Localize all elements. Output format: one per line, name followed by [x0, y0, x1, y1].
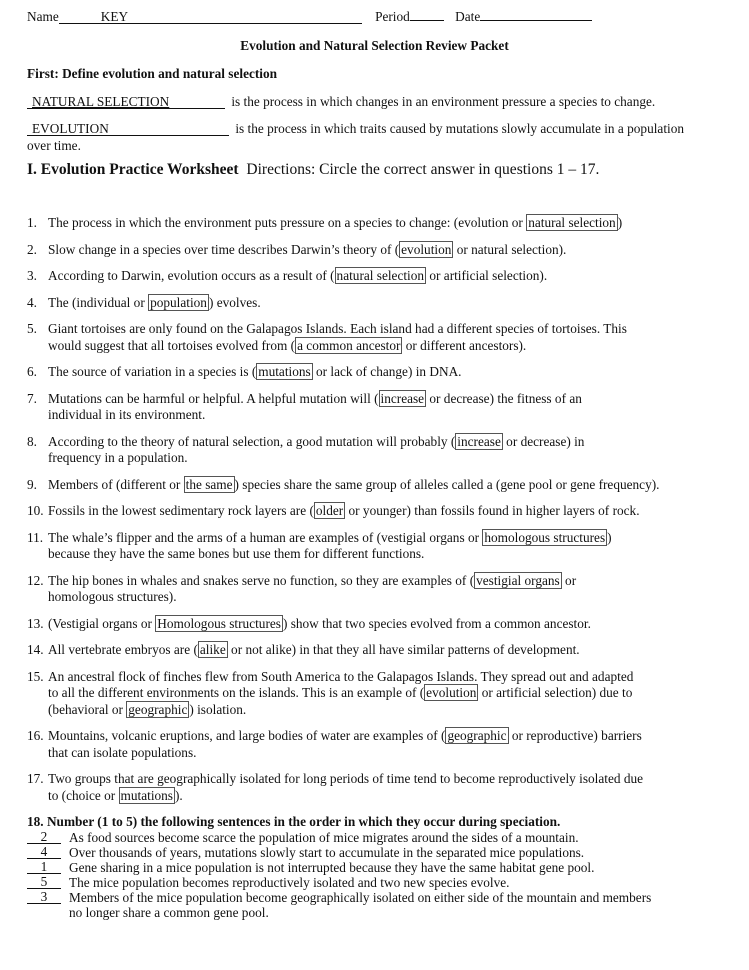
- ordering-list: [27, 830, 739, 920]
- question-number: 16.: [27, 728, 44, 743]
- question-text: or natural selection).: [453, 241, 567, 257]
- circled-answer: geographic: [128, 701, 188, 717]
- question-text: ) isolation.: [189, 701, 247, 717]
- question-2: [27, 242, 739, 259]
- question-text: ) show that two species evolved from a common ancestor.: [282, 615, 591, 631]
- question-text: The (individual or: [48, 294, 149, 310]
- name-label: Name: [27, 9, 59, 24]
- question-text: or decrease) the fitness of an individual in its environment.: [48, 390, 582, 422]
- question-text: or reproductive) barriers that can isolate populations.: [48, 728, 642, 760]
- question-text: According to Darwin, evolution occurs as a result of (: [48, 268, 335, 283]
- definition-1-term: NATURAL SELECTION: [27, 95, 225, 109]
- circled-answer: mutations: [120, 787, 173, 803]
- question-text: An ancestral flock of finches flew from South America to the Galapagos Islands. They spread out and adapted to all the different environments on the islands. This is an example of (: [48, 668, 634, 700]
- question-number: 13.: [27, 615, 44, 631]
- circled-answer: geographic: [447, 728, 507, 743]
- circled-answer: a common ancestor: [297, 337, 401, 353]
- circled-answer: alike: [199, 642, 226, 657]
- question-text: or not alike) in that they all have similar patterns of development.: [227, 642, 580, 657]
- question-12: [27, 573, 739, 606]
- ordering-item-text: Over thousands of years, mutations slowly start to accumulate in the separated mice populations.: [69, 845, 585, 860]
- question-text: or artificial selection) due to (behavioral or: [48, 685, 633, 717]
- question-8: [27, 434, 739, 467]
- question-text: Members of (different or: [48, 476, 184, 492]
- definition-2-continued: over time.: [27, 138, 81, 153]
- ordering-item-text: The mice population becomes reproductively isolated and two new species evolve.: [69, 875, 510, 890]
- circled-answer: homologous structures: [484, 529, 606, 545]
- order-answer: 2: [27, 830, 61, 844]
- question-number: 15.: [27, 668, 44, 684]
- circled-answer: older: [315, 503, 344, 518]
- question-18: [27, 814, 739, 920]
- question-text: Giant tortoises are only found on the Galapagos Islands. Each island had a different species of tortoises. This would suggest that all tortoises evolved from (: [48, 321, 627, 353]
- question-text: Mutations can be harmful or helpful. A helpful mutation will (: [48, 390, 379, 406]
- question-14: [27, 642, 739, 659]
- question-text: Slow change in a species over time describes Darwin’s theory of (: [48, 241, 400, 257]
- order-answer: 1: [27, 860, 61, 874]
- definition-2-term: EVOLUTION: [27, 122, 229, 136]
- question-5: [27, 321, 739, 354]
- circled-answer: evolution: [426, 685, 477, 700]
- question-number: 8.: [27, 433, 37, 449]
- ordering-item: [27, 860, 739, 875]
- ordering-item: [27, 875, 739, 890]
- question-11: [27, 530, 739, 563]
- question-text: The source of variation in a species is (: [48, 364, 257, 379]
- question-7: [27, 391, 739, 424]
- question-number: 5.: [27, 321, 37, 336]
- question-number: 14.: [27, 642, 44, 657]
- circled-answer: Homologous structures: [157, 615, 281, 631]
- question-text: Fossils in the lowest sedimentary rock layers are (: [48, 503, 314, 518]
- question-text: ): [617, 215, 623, 230]
- question-text: The whale’s flipper and the arms of a human are examples of (vestigial organs or: [48, 529, 483, 545]
- ordering-item-text: Members of the mice population become geographically isolated on either side of the mountain and members no longer share a common gene pool.: [69, 890, 652, 920]
- question-number: 17.: [27, 771, 44, 786]
- question-text: ) evolves.: [208, 294, 261, 310]
- question-text: Mountains, volcanic eruptions, and large bodies of water are examples of (: [48, 728, 446, 743]
- question-13: [27, 616, 739, 633]
- first-heading: First: Define evolution and natural selection: [27, 66, 278, 81]
- question-text: or different ancestors).: [402, 337, 527, 353]
- order-answer: 3: [27, 890, 61, 904]
- question-text: or younger) than fossils found in higher layers of rock.: [345, 503, 640, 518]
- question-number: 3.: [27, 268, 37, 283]
- question-number: 12.: [27, 572, 44, 588]
- question-text: (Vestigial organs or: [48, 615, 156, 631]
- circled-answer: evolution: [401, 241, 452, 257]
- question-text: or homologous structures).: [48, 572, 577, 604]
- date-label: Date: [455, 9, 481, 24]
- question-number: 10.: [27, 503, 44, 518]
- question-number: 11.: [27, 529, 44, 545]
- question-text: or decrease) in frequency in a population.: [48, 433, 585, 465]
- question-number: 1.: [27, 215, 37, 230]
- circled-answer: natural selection: [336, 268, 425, 283]
- definition-2-text: is the process in which traits caused by mutations slowly accumulate in a population: [235, 121, 685, 136]
- ordering-item-text: As food sources become scarce the population of mice migrates around the sides of a mountain.: [69, 830, 579, 845]
- ordering-item-text: Gene sharing in a mice population is not interrupted because they have the same habitat gene pool.: [69, 860, 595, 875]
- question-text: All vertebrate embryos are (: [48, 642, 198, 657]
- question-text: or lack of change) in DNA.: [312, 364, 462, 379]
- ordering-item: [27, 830, 739, 845]
- question-number: 6.: [27, 364, 37, 379]
- question-17: [27, 771, 739, 804]
- period-label: Period: [375, 9, 410, 24]
- circled-answer: increase: [457, 433, 501, 449]
- question-text: According to the theory of natural selection, a good mutation will probably (: [48, 433, 456, 449]
- question-text: ) species share the same group of alleles called a (gene pool or gene frequency).: [234, 476, 660, 492]
- question-number: 7.: [27, 390, 37, 406]
- question-text: ).: [174, 787, 183, 803]
- circled-answer: natural selection: [528, 215, 616, 230]
- question-text: ) because they have the same bones but use them for different functions.: [48, 529, 612, 561]
- ordering-item: [27, 845, 739, 860]
- circled-answer: increase: [380, 390, 425, 406]
- order-answer: 4: [27, 845, 61, 859]
- question-number: 2.: [27, 241, 37, 257]
- circled-answer: mutations: [258, 364, 311, 379]
- circled-answer: vestigial organs: [476, 572, 560, 588]
- section-1-heading: I. Evolution Practice Worksheet: [27, 161, 239, 178]
- question-number: 4.: [27, 294, 37, 310]
- section-1-directions: Directions: Circle the correct answer in questions 1 – 17.: [246, 161, 600, 178]
- question-4: [27, 295, 739, 312]
- circled-answer: the same: [185, 476, 233, 492]
- order-answer: 5: [27, 875, 61, 889]
- question-15: [27, 669, 739, 719]
- question-18-heading: 18. Number (1 to 5) the following sentences in the order in which they occur during speciation.: [27, 814, 561, 829]
- circled-answer: population: [150, 294, 207, 310]
- ordering-item: [27, 890, 739, 920]
- question-text: The process in which the environment puts pressure on a species to change: (evolution or: [48, 215, 527, 230]
- question-number: 9.: [27, 476, 37, 492]
- question-text: or artificial selection).: [426, 268, 548, 283]
- definition-1-text: is the process in which changes in an environment pressure a species to change.: [231, 94, 656, 109]
- question-16: [27, 728, 739, 761]
- question-3: [27, 268, 739, 285]
- question-6: [27, 364, 739, 381]
- page-title: Evolution and Natural Selection Review Packet: [240, 38, 509, 53]
- name-value: KEY: [100, 9, 129, 24]
- question-text: Two groups that are geographically isolated for long periods of time tend to become reproductively isolated due to (choice or: [48, 771, 644, 803]
- question-text: The hip bones in whales and snakes serve no function, so they are examples of (: [48, 572, 475, 588]
- question-list: [27, 215, 739, 804]
- question-9: [27, 477, 739, 494]
- question-1: [27, 215, 739, 232]
- question-10: [27, 503, 739, 520]
